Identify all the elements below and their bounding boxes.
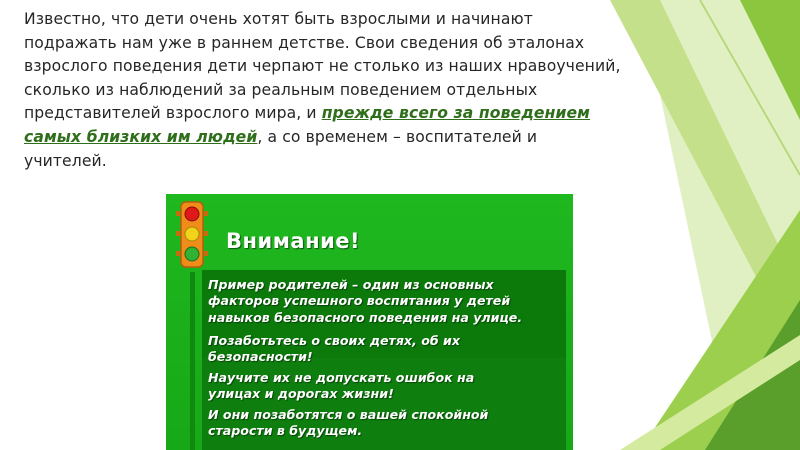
intro-text-after: , а со временем – воспитателей и учителей. <box>24 127 538 170</box>
message-parents-example: Пример родителей – один из основных факторов успешного воспитания у детей навыков безопасного поведения на улице. <box>208 277 523 325</box>
intro-text-before: Известно, что дети очень хотят быть взрослыми и начинают подражать нам уже в раннем детстве. Свои сведения об эталонах взрослого поведения дети черпают не столько из наших нравоучений, сколько из наблюдений за реальным поведением отдельных представителей взрослого мира, и <box>24 10 621 123</box>
intro-highlight-link[interactable]: прежде всего за поведением самых близких им людей <box>24 104 591 146</box>
attention-title: Внимание! <box>226 229 361 253</box>
message-teach-no-mistakes: Научите их не допускать ошибок на улицах и дорогах жизни! <box>208 370 475 402</box>
intro-paragraph <box>24 8 624 173</box>
traffic-light-pole <box>190 272 195 450</box>
message-care-safety: Позаботьтесь о своих детях, об их безопасности! <box>208 333 460 365</box>
message-old-age: И они позаботятся о вашей спокойной старости в будущем. <box>208 407 489 439</box>
traffic-light-icon <box>174 199 210 269</box>
